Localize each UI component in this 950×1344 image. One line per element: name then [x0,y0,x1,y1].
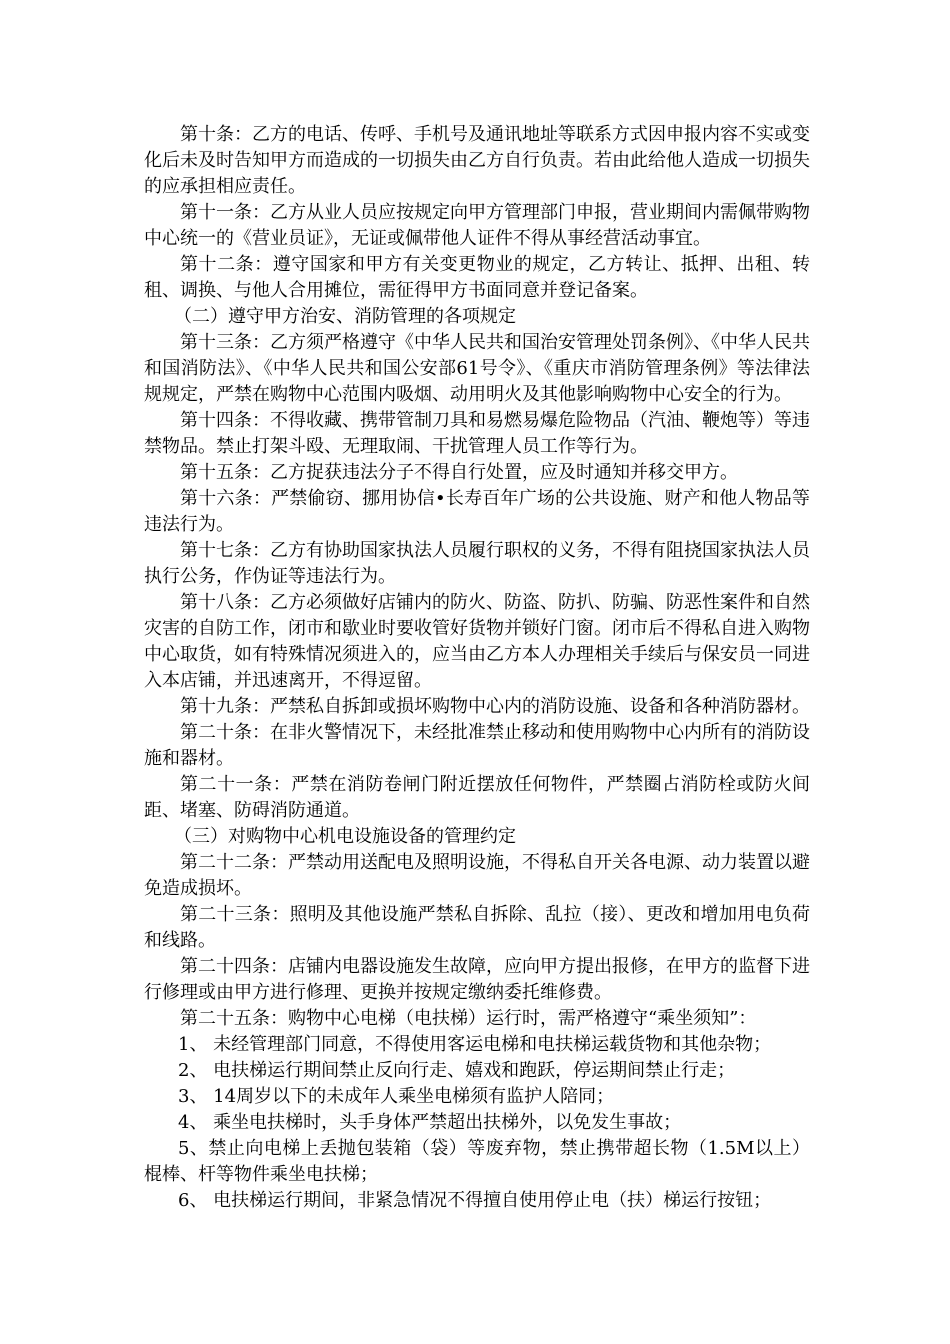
article-17: 第十七条：乙方有协助国家执法人员履行职权的义务，不得有阻挠国家执法人员执行公务，作伪证等违法行为。 [144,540,810,587]
article-12: 第十二条：遵守国家和甲方有关变更物业的规定，乙方转让、抵押、出租、转租、调换、与他人合用摊位，需征得甲方书面同意并登记备案。 [144,254,810,301]
article-13: 第十三条：乙方须严格遵守《中华人民共和国治安管理处罚条例》、《中华人民共和国消防法》、《中华人民共和国公安部61号令》、《重庆市消防管理条例》等法律法规规定，严禁在购物中心范围内吸烟、动用明火及其他影响购物中心安全的行为。 [144,332,810,405]
article-20: 第二十条：在非火警情况下，未经批准禁止移动和使用购物中心内所有的消防设施和器材。 [144,722,810,769]
section-heading-3: （三）对购物中心机电设施设备的管理约定 [174,826,516,847]
list-item: 6、 电扶梯运行期间，非紧急情况不得擅自使用停止电（扶）梯运行按钮； [178,1190,772,1211]
article-21: 第二十一条：严禁在消防卷闸门附近摆放任何物件，严禁圈占消防栓或防火间距、堵塞、防碍消防通道。 [144,774,810,821]
article-23: 第二十三条：照明及其他设施严禁私自拆除、乱拉（接）、更改和增加用电负荷和线路。 [144,904,810,951]
article-24: 第二十四条：店铺内电器设施发生故障，应向甲方提出报修，在甲方的监督下进行修理或由甲方进行修理、更换并按规定缴纳委托维修费。 [144,956,810,1003]
section-heading-2: （二）遵守甲方治安、消防管理的各项规定 [174,306,516,327]
article-16: 第十六条：严禁偷窃、挪用协信•长寿百年广场的公共设施、财产和他人物品等违法行为。 [144,488,810,535]
article-18: 第十八条：乙方必须做好店铺内的防火、防盗、防扒、防骗、防恶性案件和自然灾害的自防工作，闭市和歇业时要收管好货物并锁好门窗。闭市后不得私自进入购物中心取货，如有特殊情况须进入的，应当由乙方本人办理相关手续后与保安员一同进入本店铺，并迅速离开，不得逗留。 [144,592,810,691]
document-body [144,122,810,1214]
article-10: 第十条：乙方的电话、传呼、手机号及通讯地址等联系方式因申报内容不实或变化后未及时告知甲方而造成的一切损失由乙方自行负责。若由此给他人造成一切损失的应承担相应责任。 [144,124,810,197]
list-item: 1、 未经管理部门同意，不得使用客运电梯和电扶梯运载货物和其他杂物； [178,1034,772,1055]
article-25: 第二十五条：购物中心电梯（电扶梯）运行时，需严格遵守“乘坐须知”： [180,1008,757,1029]
list-item: 5、禁止向电梯上丢抛包装箱（袋）等废弃物，禁止携带超长物（1.5M以上）棍棒、杆等物件乘坐电扶梯； [144,1138,810,1185]
article-19: 第十九条：严禁私自拆卸或损坏购物中心内的消防设施、设备和各种消防器材。 [180,696,810,717]
article-11: 第十一条：乙方从业人员应按规定向甲方管理部门申报，营业期间内需佩带购物中心统一的《营业员证》，无证或佩带他人证件不得从事经营活动事宜。 [144,202,810,249]
list-item: 2、 电扶梯运行期间禁止反向行走、嬉戏和跑跃，停运期间禁止行走； [178,1060,736,1081]
article-14: 第十四条：不得收藏、携带管制刀具和易燃易爆危险物品（汽油、鞭炮等）等违禁物品。禁止打架斗殴、无理取闹、干扰管理人员工作等行为。 [144,410,810,457]
article-22: 第二十二条：严禁动用送配电及照明设施，不得私自开关各电源、动力装置以避免造成损坏。 [144,852,810,899]
list-item: 4、 乘坐电扶梯时，头手身体严禁超出扶梯外，以免发生事故； [178,1112,682,1133]
list-item: 3、 14周岁以下的未成年人乘坐电梯须有监护人陪同； [178,1086,615,1107]
article-15: 第十五条：乙方捉获违法分子不得自行处置，应及时通知并移交甲方。 [180,462,738,483]
